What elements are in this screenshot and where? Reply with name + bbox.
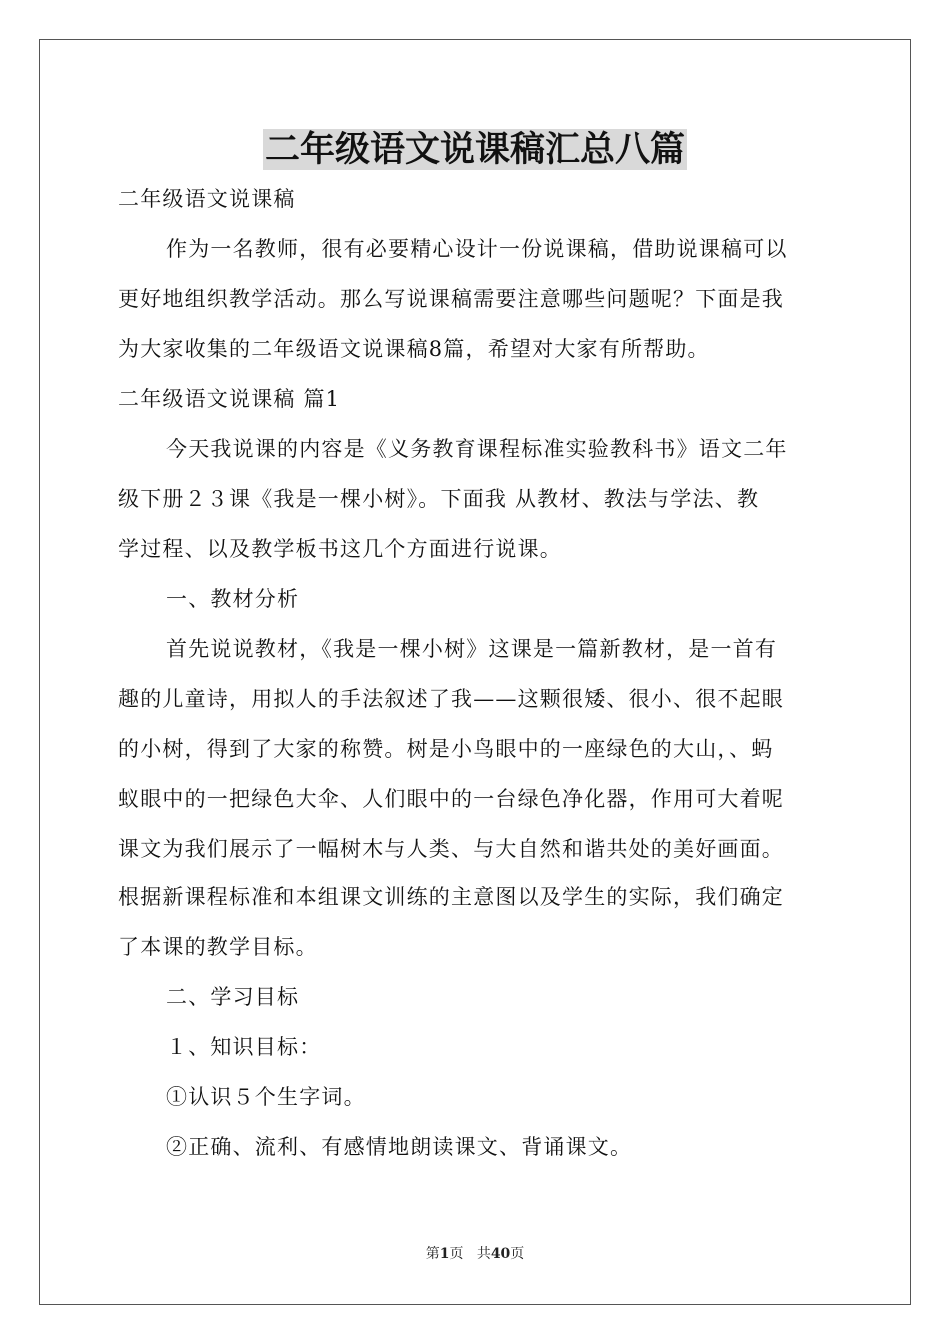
list-heading: １、知识目标： [166, 1035, 322, 1059]
paragraph-line: 趣的儿童诗，用拟人的手法叙述了我——这颗很矮、很小、很不起眼 [118, 687, 784, 711]
paragraph-line: 了本课的教学目标。 [118, 935, 318, 959]
paragraph-line: 今天我说课的内容是《义务教育课程标准实验教科书》语文二年 [166, 437, 788, 461]
total-label-prefix: 共 [476, 1246, 491, 1262]
paragraph-line: 更好地组织教学活动。那么写说课稿需要注意哪些问题呢？下面是我 [118, 287, 784, 311]
section-heading: 二年级语文说课稿 篇1 [118, 387, 341, 411]
page-label-suffix: 页 [449, 1246, 464, 1262]
paragraph-line: 学过程、以及教学板书这几个方面进行说课。 [118, 537, 562, 561]
paragraph-line: 为大家收集的二年级语文说课稿8篇，希望对大家有所帮助。 [118, 337, 710, 361]
list-item: ②正确、流利、有感情地朗读课文、背诵课文。 [166, 1135, 633, 1159]
paragraph-line: 首先说说教材，《我是一棵小树》这课是一篇新教材，是一首有 [166, 637, 778, 661]
section-heading: 二、学习目标 [166, 985, 300, 1009]
total-label-suffix: 页 [510, 1246, 525, 1262]
paragraph-line: 课文为我们展示了一幅树木与人类、与大自然和谐共处的美好画面。 [118, 837, 784, 861]
document-title-text: 二年级语文说课稿汇总八篇 [264, 129, 685, 170]
list-item: ①认识５个生字词。 [166, 1085, 366, 1109]
section-heading: 一、教材分析 [166, 587, 300, 611]
total-pages: 40 [490, 1246, 511, 1262]
page-label-prefix: 第 [425, 1246, 440, 1262]
document-title [0, 122, 950, 178]
page-number: 1 [439, 1246, 450, 1262]
page-footer [0, 1244, 950, 1264]
paragraph-line: 作为一名教师，很有必要精心设计一份说课稿，借助说课稿可以 [166, 237, 788, 261]
paragraph-line: 蚁眼中的一把绿色大伞、人们眼中的一台绿色净化器，作用可大着呢 [118, 787, 784, 811]
paragraph-line: 根据新课程标准和本组课文训练的主意图以及学生的实际，我们确定 [118, 885, 784, 909]
page-border [39, 39, 911, 1305]
paragraph-line: 级下册２３课《我是一棵小树》。下面我 从教材、教法与学法、教 [118, 487, 760, 511]
paragraph-line: 的小树，得到了大家的称赞。树是小鸟眼中的一座绿色的大山，、蚂 [118, 737, 774, 761]
subtitle-line: 二年级语文说课稿 [118, 187, 296, 211]
